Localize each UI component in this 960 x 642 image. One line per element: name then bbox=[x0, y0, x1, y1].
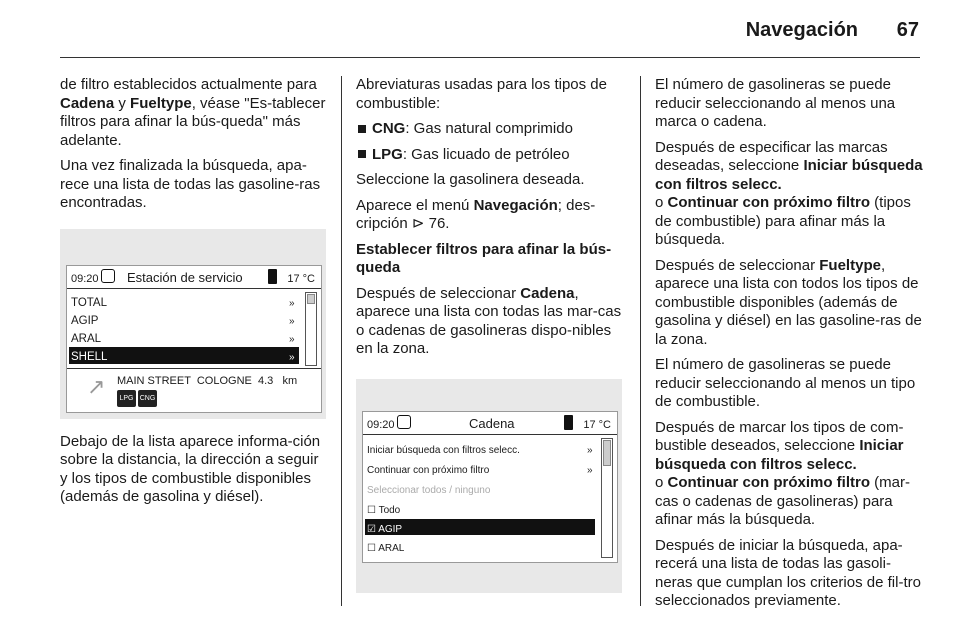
paragraph: Después de especificar las marcas deseadas, seleccione Iniciar búsqueda con filtros selecc. o Continuar con próximo filtro (tipos de combustible) para afinar más la búsqueda. bbox=[655, 138, 923, 248]
paragraph: Debajo de la lista aparece informa-ción sobre la distancia, la dirección a seguir y los tipos de combustible disponibles (además de gasolina y diésel). bbox=[60, 432, 321, 505]
paragraph: Después de iniciar la búsqueda, apa-recerá una lista de todas las gasoli-neras que cumplan los criterios de fil-tro seleccionados previamente. bbox=[655, 536, 921, 609]
phone-icon bbox=[268, 269, 277, 284]
arrow-right-icon: » bbox=[289, 333, 295, 345]
column-3 bbox=[655, 76, 923, 618]
screen-time: 09:20 bbox=[71, 272, 99, 285]
column-divider bbox=[341, 76, 342, 606]
section-heading: Establecer filtros para afinar la bús-queda bbox=[356, 240, 612, 276]
screenshot-fuel-station bbox=[60, 229, 326, 419]
paragraph: Aparece el menú Navegación; des-cripción ⊳ 76. bbox=[356, 196, 596, 232]
checkbox-agip[interactable]: ☑ AGIP bbox=[367, 523, 403, 535]
screen-temperature: 17 °C bbox=[287, 272, 315, 285]
column-2 bbox=[356, 76, 624, 607]
page-header bbox=[0, 0, 960, 58]
screen-title: Cadena bbox=[469, 415, 515, 431]
page-number: 67 bbox=[896, 19, 919, 41]
navigation-icon bbox=[397, 415, 411, 429]
distance-info: MAIN STREET COLOGNE 4.3 km bbox=[117, 374, 298, 387]
navigation-icon bbox=[101, 269, 115, 283]
column-divider bbox=[640, 76, 641, 606]
list-item[interactable]: ARAL bbox=[71, 332, 102, 345]
paragraph: Una vez finalizada la búsqueda, apa-rece una lista de todas las gasoline-ras encontradas. bbox=[60, 157, 321, 211]
scrollbar[interactable] bbox=[305, 292, 317, 366]
bullet-square-icon bbox=[358, 125, 366, 133]
scrollbar-thumb[interactable] bbox=[307, 294, 315, 304]
continue-filter-option[interactable]: Continuar con próximo filtro bbox=[367, 464, 490, 476]
arrow-right-icon: » bbox=[587, 464, 593, 476]
bullet-square-icon bbox=[358, 150, 366, 158]
checkbox-all[interactable]: ☐ Todo bbox=[367, 504, 401, 516]
paragraph: Seleccione la gasolinera deseada. bbox=[356, 171, 585, 188]
arrow-right-icon: » bbox=[587, 444, 593, 456]
paragraph: Abreviaturas usadas para los tipos de combustible: bbox=[356, 76, 607, 112]
paragraph: de filtro establecidos actualmente para Cadena y Fueltype, véase "Es-tablecer filtros para afinar la bús-queda" más adelante. bbox=[60, 76, 326, 149]
scrollbar-thumb[interactable] bbox=[603, 440, 611, 466]
select-all-option: Seleccionar todos / ninguno bbox=[367, 484, 491, 496]
list-item[interactable]: AGIP bbox=[71, 314, 99, 327]
paragraph: Después de marcar los tipos de com-bustible deseados, seleccione Iniciar búsqueda con filtros selecc. o Continuar con próximo filtro (mar-cas o cadenas de gasolineras) para afinar más la búsqueda. bbox=[655, 418, 911, 528]
lpg-badge: LPG bbox=[117, 390, 136, 407]
arrow-right-icon: » bbox=[289, 315, 295, 327]
checkbox-aral[interactable]: ☐ ARAL bbox=[367, 542, 405, 554]
cng-badge: CNG bbox=[138, 390, 157, 407]
screen-temperature: 17 °C bbox=[583, 418, 611, 431]
screen-title: Estación de servicio bbox=[127, 269, 243, 285]
header-divider bbox=[60, 57, 920, 58]
list-item[interactable]: TOTAL bbox=[71, 296, 107, 309]
screen-status-bar bbox=[363, 412, 617, 435]
phone-icon bbox=[564, 415, 573, 430]
scrollbar[interactable] bbox=[601, 438, 613, 558]
paragraph: El número de gasolineras se puede reducir seleccionando al menos una marca o cadena. bbox=[655, 76, 896, 130]
divider bbox=[67, 368, 321, 369]
arrow-right-icon: » bbox=[289, 351, 295, 363]
arrow-right-icon: » bbox=[289, 297, 295, 309]
direction-arrow-icon: ↗ bbox=[87, 373, 106, 399]
start-search-option[interactable]: Iniciar búsqueda con filtros selecc. bbox=[367, 444, 520, 456]
list-item-selected[interactable]: SHELL bbox=[71, 350, 108, 363]
paragraph: Después de seleccionar Cadena, aparece una lista con todas las mar-cas o cadenas de gasolineras dispo-nibles en la zona. bbox=[356, 284, 622, 357]
paragraph: El número de gasolineras se puede reducir seleccionando al menos un tipo de combustible. bbox=[655, 356, 916, 410]
column-1 bbox=[60, 76, 326, 514]
paragraph: Después de seleccionar Fueltype, aparece una lista con todos los tipos de combustible disponibles (además de gasolina y diésel) en las gasoline-ras de la zona. bbox=[655, 256, 922, 348]
bullet-item: CNG: Gas natural comprimido bbox=[356, 120, 624, 139]
screen-time: 09:20 bbox=[367, 418, 395, 431]
screenshot-brand-filter bbox=[356, 379, 622, 593]
page-title: Navegación bbox=[745, 19, 858, 41]
bullet-item: LPG: Gas licuado de petróleo bbox=[356, 146, 624, 165]
screen-status-bar bbox=[67, 266, 321, 289]
